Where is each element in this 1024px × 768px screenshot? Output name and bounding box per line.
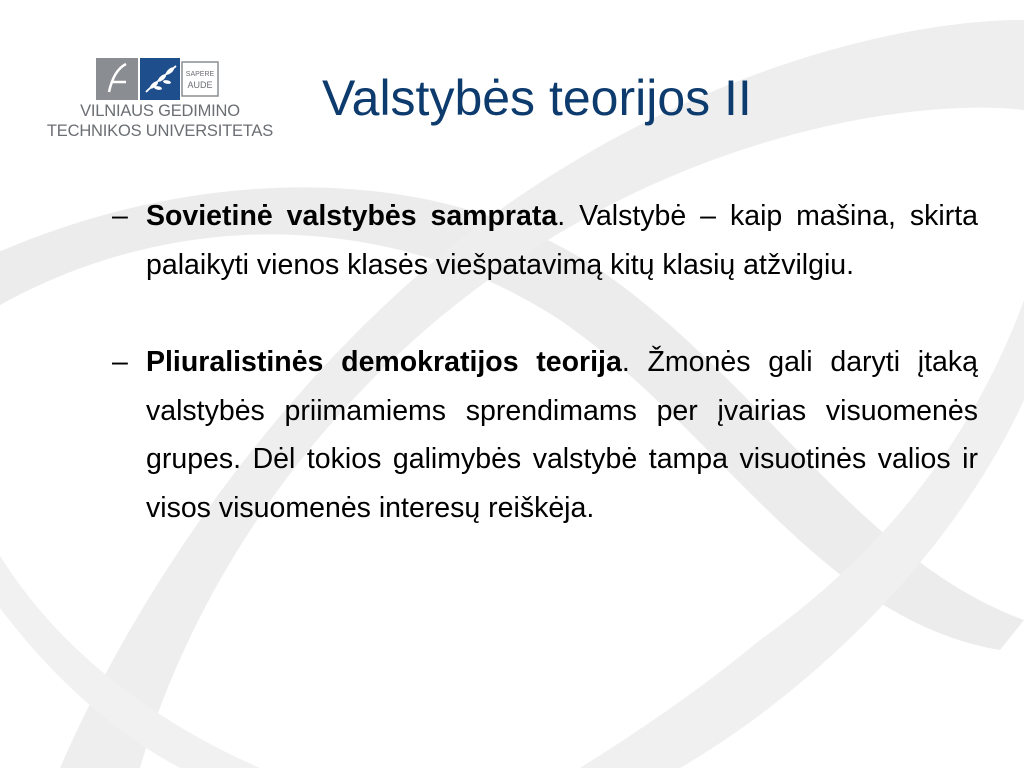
bullet-heading: Sovietinė valstybės samprata bbox=[146, 200, 558, 232]
bullet-text: . Žmonės gali daryti įtaką valstybės priimamiems sprendimams per įvairias visuomenės grupes. Dėl tokios galimybės valstybė tampa visuotinės valios ir visos visuomenės interesų reiškėja. bbox=[146, 346, 978, 524]
logo-text-line1: VILNIAUS GEDIMINO bbox=[80, 102, 240, 120]
bullet-text: . Valstybė – kaip mašina, skirta palaikyti vienos klasės viešpatavimą kitų klasių atžvilgiu. bbox=[146, 200, 978, 281]
logo-text-line2: TECHNIKOS UNIVERSITETAS bbox=[46, 122, 274, 140]
bullet-item bbox=[112, 338, 978, 532]
svg-text:AUDE: AUDE bbox=[187, 80, 213, 90]
slide-title: Valstybės teorijos II bbox=[322, 70, 752, 126]
slide-content bbox=[112, 192, 978, 532]
bullet-marker: – bbox=[112, 346, 128, 378]
university-logo bbox=[30, 58, 290, 148]
bullet-heading: Pliuralistinės demokratijos teorija bbox=[146, 346, 622, 378]
svg-text:SAPERE: SAPERE bbox=[185, 71, 215, 78]
logo-emblem-icon bbox=[96, 58, 252, 100]
bullet-marker: – bbox=[112, 200, 128, 232]
bullet-item bbox=[112, 192, 978, 289]
